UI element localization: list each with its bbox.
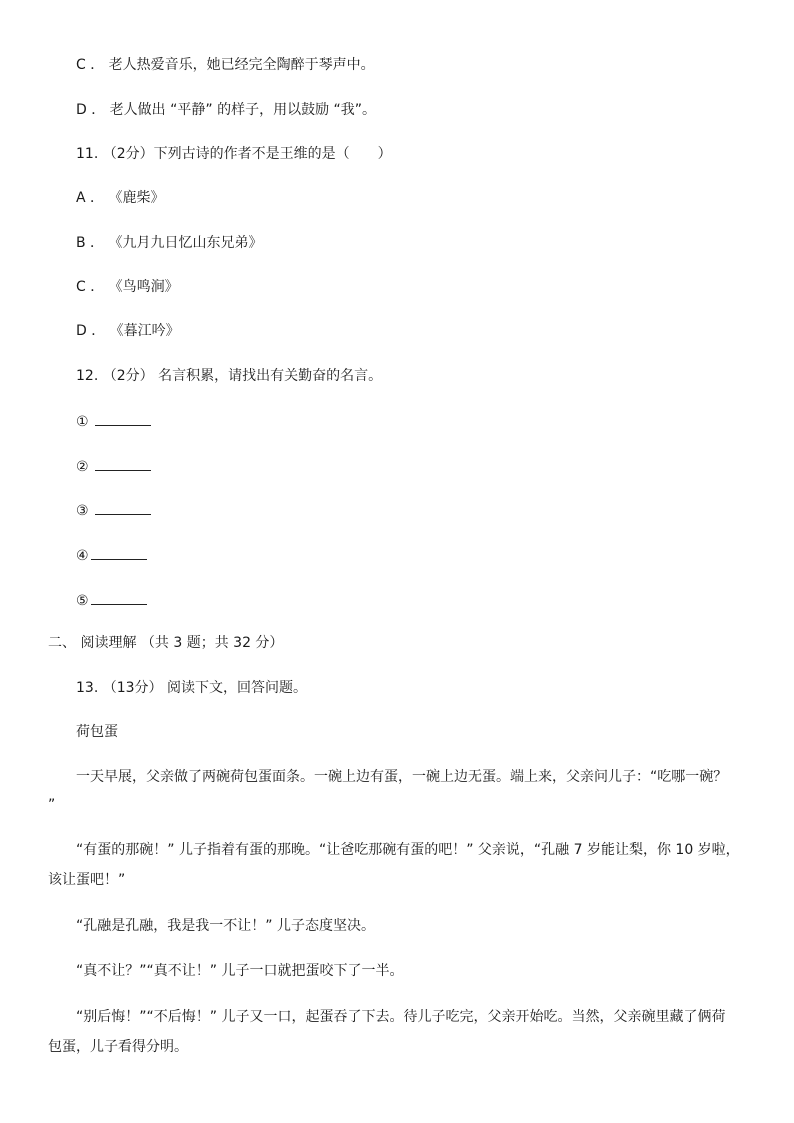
passage-paragraph-4: “真不让？”“真不让！” 儿子一口就把蛋咬下了一半。 [76, 963, 404, 979]
question-10-option-d: D ． 老人做出 “平静” 的样子，用以鼓励 “我”。 [76, 102, 377, 118]
question-11-option-b: B ． 《九月九日忆山东兄弟》 [76, 235, 263, 251]
answer-blank[interactable] [95, 456, 151, 471]
question-11-option-a: A ． 《鹿柴》 [76, 190, 165, 206]
question-11-stem: 11. （2分）下列古诗的作者不是王维的是（ ） [76, 146, 392, 162]
question-13-stem: 13. （13分） 阅读下文，回答问题。 [76, 680, 307, 696]
answer-blank[interactable] [91, 590, 147, 605]
passage-paragraph-3: “孔融是孔融，我是我一不让！” 儿子态度坚决。 [76, 918, 375, 934]
answer-blank-row [76, 456, 151, 477]
answer-blank[interactable] [95, 500, 151, 515]
question-11-option-d: D ． 《暮江吟》 [76, 323, 180, 339]
item-marker: ③ [76, 503, 89, 519]
answer-blank-row [76, 545, 147, 566]
question-10-option-c: C ． 老人热爱音乐，她已经完全陶醉于琴声中。 [76, 57, 375, 73]
item-marker: ② [76, 459, 89, 475]
answer-blank-row [76, 411, 151, 432]
section-heading: 二、 阅读理解 （共 3 题；共 32 分） [48, 635, 284, 651]
passage-paragraph-5-line-1: “别后悔！”“不后悔！” 儿子又一口，起蛋吞了下去。待儿子吃完，父亲开始吃。当然，父亲碗里藏了俩荷 [76, 1009, 726, 1025]
passage-paragraph-1-line-2: ” [48, 797, 56, 813]
question-12-stem: 12. （2分） 名言积累，请找出有关勤奋的名言。 [76, 368, 383, 384]
answer-blank[interactable] [95, 411, 151, 426]
answer-blank-row [76, 590, 147, 611]
answer-blank-row [76, 500, 151, 521]
passage-paragraph-2-line-1: “有蛋的那碗！” 儿子指着有蛋的那晚。“让爸吃那碗有蛋的吧！” 父亲说，“孔融 7 岁能让梨，你 10 岁啦， [76, 842, 740, 858]
answer-blank[interactable] [91, 545, 147, 560]
passage-paragraph-5-line-2: 包蛋，儿子看得分明。 [48, 1039, 188, 1055]
passage-title: 荷包蛋 [76, 724, 118, 740]
question-11-option-c: C ． 《鸟鸣涧》 [76, 279, 179, 295]
passage-paragraph-1-line-1: 一天早展，父亲做了两碗荷包蛋面条。一碗上边有蛋，一碗上边无蛋。端上来，父亲问儿子：“吃哪一碗？ [76, 769, 728, 785]
item-marker: ④ [76, 548, 89, 564]
passage-paragraph-2-line-2: 该让蛋吧！” [48, 872, 126, 888]
item-marker: ① [76, 414, 89, 430]
item-marker: ⑤ [76, 593, 89, 609]
